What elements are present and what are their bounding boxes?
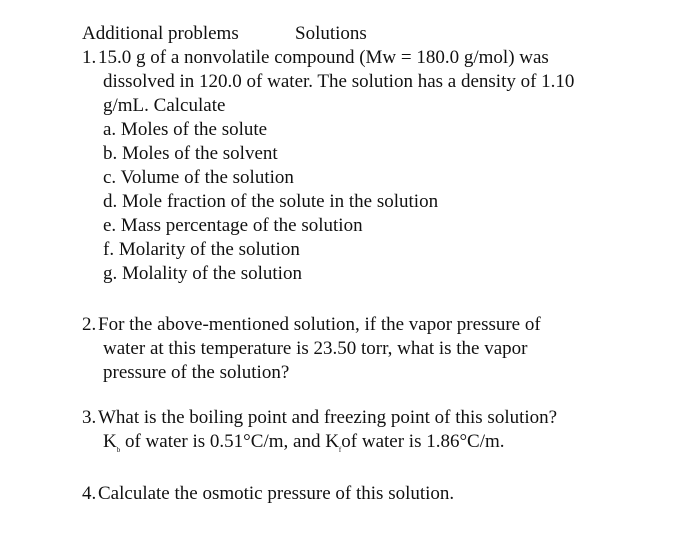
problem-line: For the above-mentioned solution, if the vapor pressure of	[98, 314, 541, 335]
kf-text: of water is 1.86°C/m.	[341, 431, 505, 452]
problem-line: pressure of the solution?	[103, 362, 290, 383]
problem-line: Calculate the osmotic pressure of this solution.	[98, 483, 455, 504]
page-title: Additional problems	[82, 23, 239, 44]
problem-number: 2.	[82, 314, 97, 335]
problem-line: water at this temperature is 23.50 torr, what is the vapor	[103, 338, 528, 359]
subquestion-f: f. Molarity of the solution	[103, 239, 300, 260]
problem-2	[82, 313, 682, 385]
problem-1	[82, 46, 682, 286]
problem-number: 4.	[82, 483, 97, 504]
subquestion-e: e. Mass percentage of the solution	[103, 215, 363, 236]
problem-number: 1.	[82, 47, 97, 68]
problem-number: 3.	[82, 407, 97, 428]
kb-text: of water is 0.51°C/m, and K	[120, 431, 339, 452]
subquestion-b: b. Moles of the solvent	[103, 143, 278, 164]
problem-4	[82, 482, 682, 506]
subquestion-a: a. Moles of the solute	[103, 119, 268, 140]
problem-3	[82, 406, 682, 454]
kb-subscript: b	[116, 446, 121, 454]
subquestion-d: d. Mole fraction of the solute in the solution	[103, 191, 439, 212]
constants-line	[82, 430, 682, 454]
subquestion-c: c. Volume of the solution	[103, 167, 294, 188]
page-heading	[82, 22, 367, 46]
subquestion-g: g. Molality of the solution	[103, 263, 302, 284]
subquestion-list	[82, 118, 682, 286]
page-subtitle: Solutions	[295, 23, 367, 44]
kb-symbol: K	[103, 431, 117, 452]
problem-line: What is the boiling point and freezing point of this solution?	[98, 407, 558, 428]
problem-line: g/mL. Calculate	[103, 95, 226, 116]
problem-line: 15.0 g of a nonvolatile compound (Mw = 180.0 g/mol) was	[98, 47, 549, 68]
kf-subscript: f	[338, 446, 342, 454]
problem-line: dissolved in 120.0 of water. The solution has a density of 1.10	[103, 71, 575, 92]
